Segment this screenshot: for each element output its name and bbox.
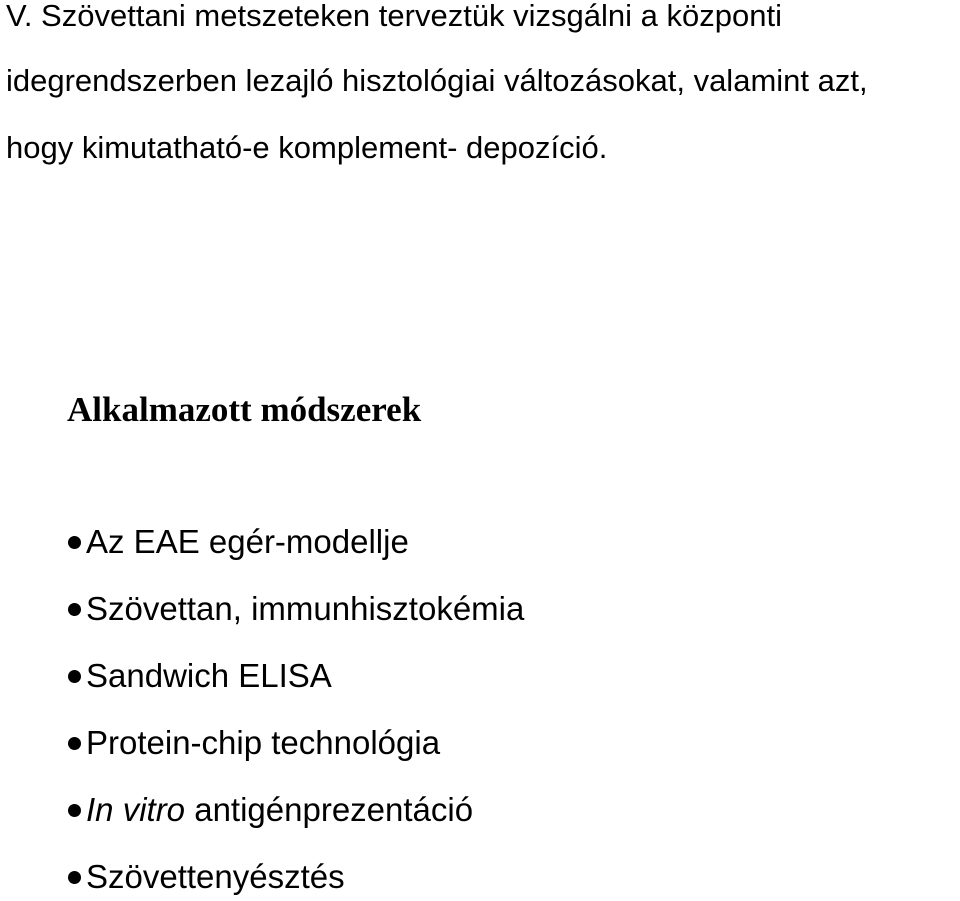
bullet-icon: [68, 737, 81, 750]
bullet-icon: [68, 603, 81, 616]
intro-line-2: idegrendszerben lezajló hisztológiai változásokat, valamint azt,: [6, 63, 868, 98]
intro-line-1: V. Szövettani metszeteken terveztük vizsgálni a központi: [6, 0, 782, 33]
list-item: [68, 790, 473, 830]
intro-line-3: hogy kimutatható-e komplement- depozíció.: [6, 130, 608, 165]
bullet-icon: [68, 804, 81, 817]
bullet-icon: [68, 871, 81, 884]
list-item-text: Protein-chip technológia: [86, 724, 441, 761]
list-item: [68, 656, 332, 696]
list-item-text: Sandwich ELISA: [86, 657, 332, 694]
list-item: [68, 723, 440, 763]
list-item-italic-prefix: In vitro: [86, 791, 186, 828]
list-item: [68, 522, 409, 562]
list-item-text: Az EAE egér-modellje: [86, 523, 409, 560]
list-item: [68, 589, 524, 629]
bullet-icon: [68, 670, 81, 683]
bullet-icon: [68, 536, 81, 549]
list-item: [68, 857, 345, 897]
list-item-text: Szövettenyésztés: [86, 858, 345, 895]
list-item-text: Szövettan, immunhisztokémia: [86, 590, 525, 627]
methods-heading: Alkalmazott módszerek: [67, 390, 422, 429]
list-item-text: antigénprezentáció: [185, 791, 474, 828]
